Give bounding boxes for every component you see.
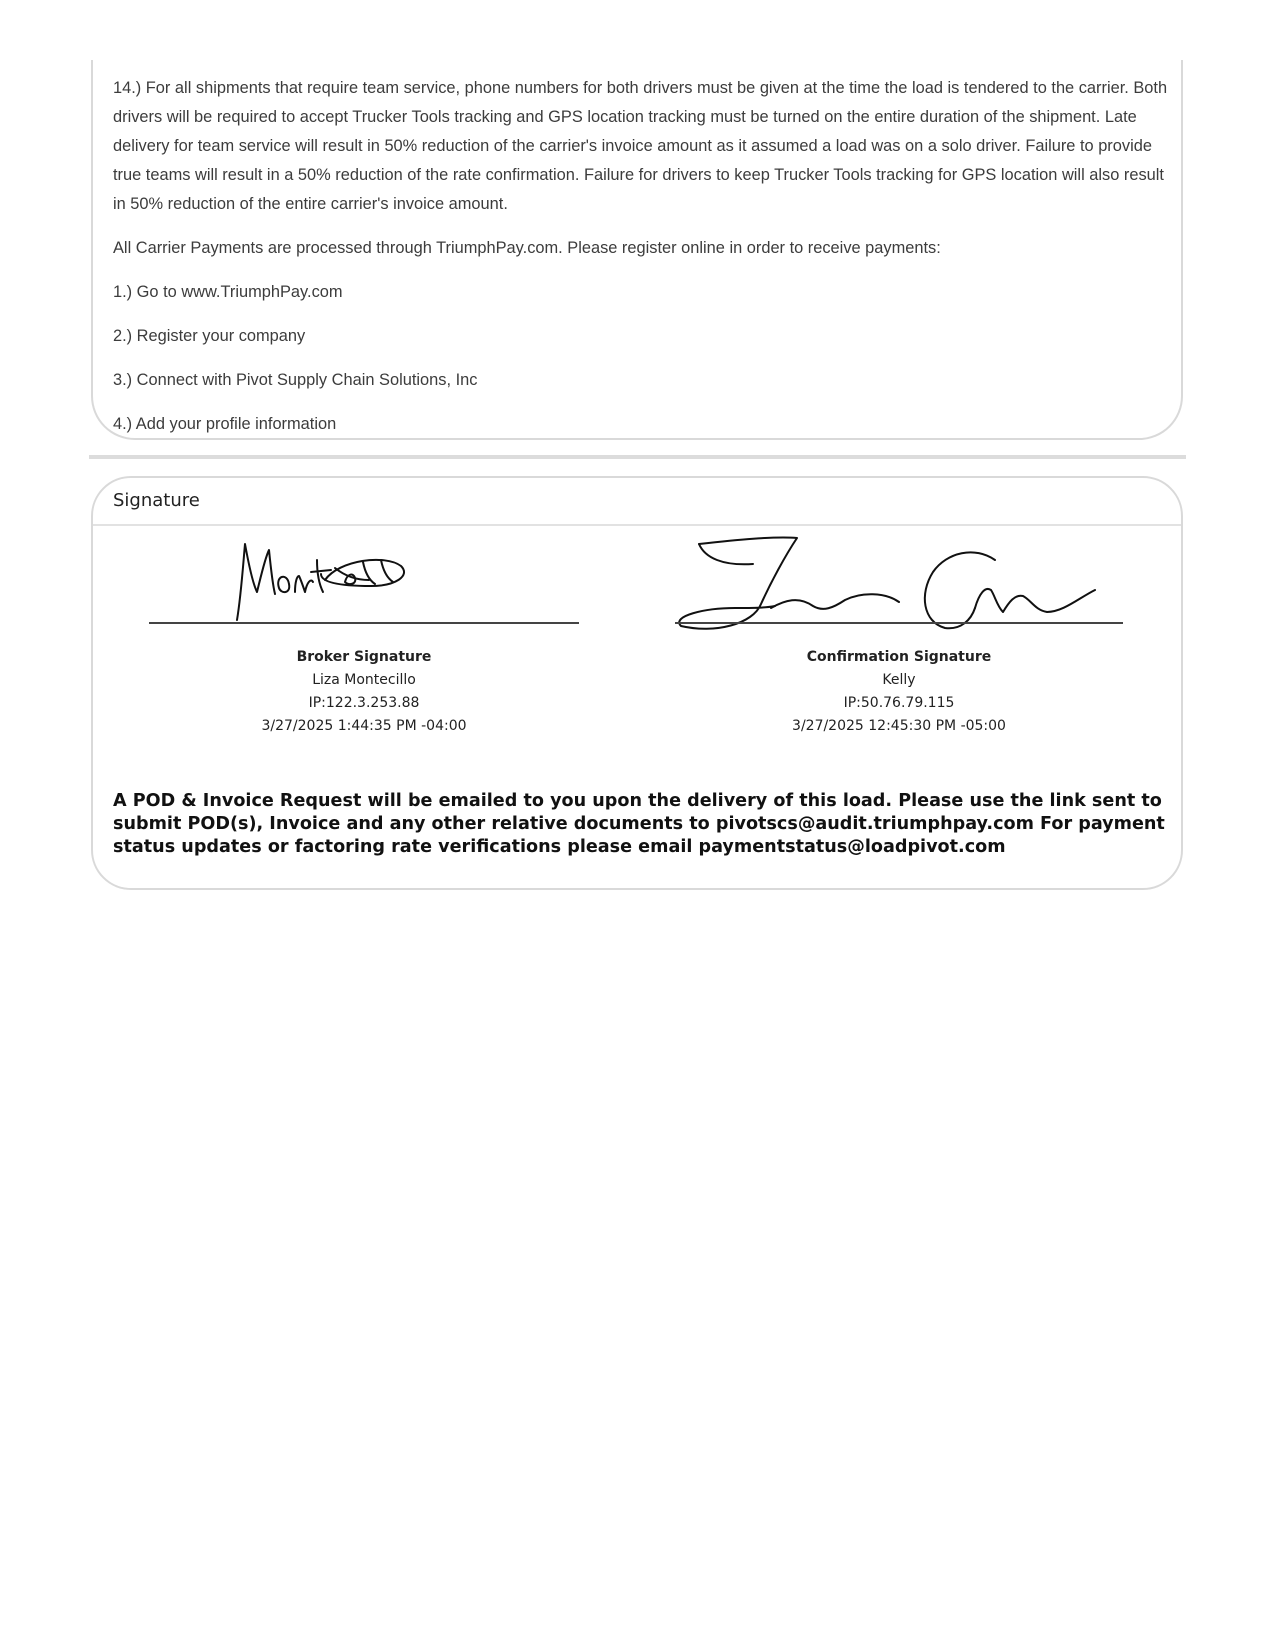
broker-timestamp: 3/27/2025 1:44:35 PM -04:00 — [261, 718, 467, 734]
confirmation-signature-details — [675, 646, 1123, 738]
broker-signature-details — [149, 646, 579, 738]
signature-header — [93, 478, 1181, 526]
confirmation-signature-block — [675, 536, 1123, 734]
signature-title: Signature — [113, 490, 200, 511]
payment-step-1: 1.) Go to www.TriumphPay.com — [113, 283, 343, 301]
signature-card — [91, 476, 1183, 890]
broker-ip: IP:122.3.253.88 — [308, 695, 420, 711]
payment-step-3: 3.) Connect with Pivot Supply Chain Solutions, Inc — [113, 371, 478, 389]
confirmation-signature-line — [675, 622, 1123, 624]
broker-name: Liza Montecillo — [312, 672, 416, 688]
payment-step-2: 2.) Register your company — [113, 327, 306, 345]
confirmation-timestamp: 3/27/2025 12:45:30 PM -05:00 — [792, 718, 1006, 734]
broker-signature-label: Broker Signature — [296, 649, 432, 665]
broker-signature-line — [149, 622, 579, 624]
pod-invoice-note: A POD & Invoice Request will be emailed to you upon the delivery of this load. Please use the link sent to submit POD(s), Invoice and any other relative documents to pivotscs@audit.triumphpay.com For payment status updates or factoring rate verifications please email paymentstatus@loadpivot.com — [113, 791, 1165, 857]
clause-14: 14.) For all shipments that require team service, phone numbers for both drivers must be given at the time the load is tendered to the carrier. Both drivers will be required to accept Trucker Tools tracking and GPS location tracking must be turned on the entire duration of the shipment. Late delivery for team service will result in 50% reduction of the carrier's invoice amount as it assumed a load was on a solo driver. Failure to provide true teams will result in a 50% reduction of the rate confirmation. Failure for drivers to keep Trucker Tools tracking for GPS location will also result in 50% reduction of the entire carrier's invoice amount. — [113, 79, 1168, 213]
broker-signature-block — [149, 536, 579, 734]
section-divider — [89, 455, 1186, 459]
confirmation-signature-label: Confirmation Signature — [806, 649, 992, 665]
confirmation-signature-image — [675, 536, 1123, 622]
payments-intro: All Carrier Payments are processed through TriumphPay.com. Please register online in order to receive payments: — [113, 239, 941, 257]
confirmation-name: Kelly — [882, 672, 916, 688]
broker-signature-image — [149, 536, 579, 622]
payment-step-4: 4.) Add your profile information — [113, 415, 337, 433]
terms-card — [91, 60, 1183, 440]
confirmation-ip: IP:50.76.79.115 — [843, 695, 955, 711]
terms-content — [113, 74, 1173, 440]
